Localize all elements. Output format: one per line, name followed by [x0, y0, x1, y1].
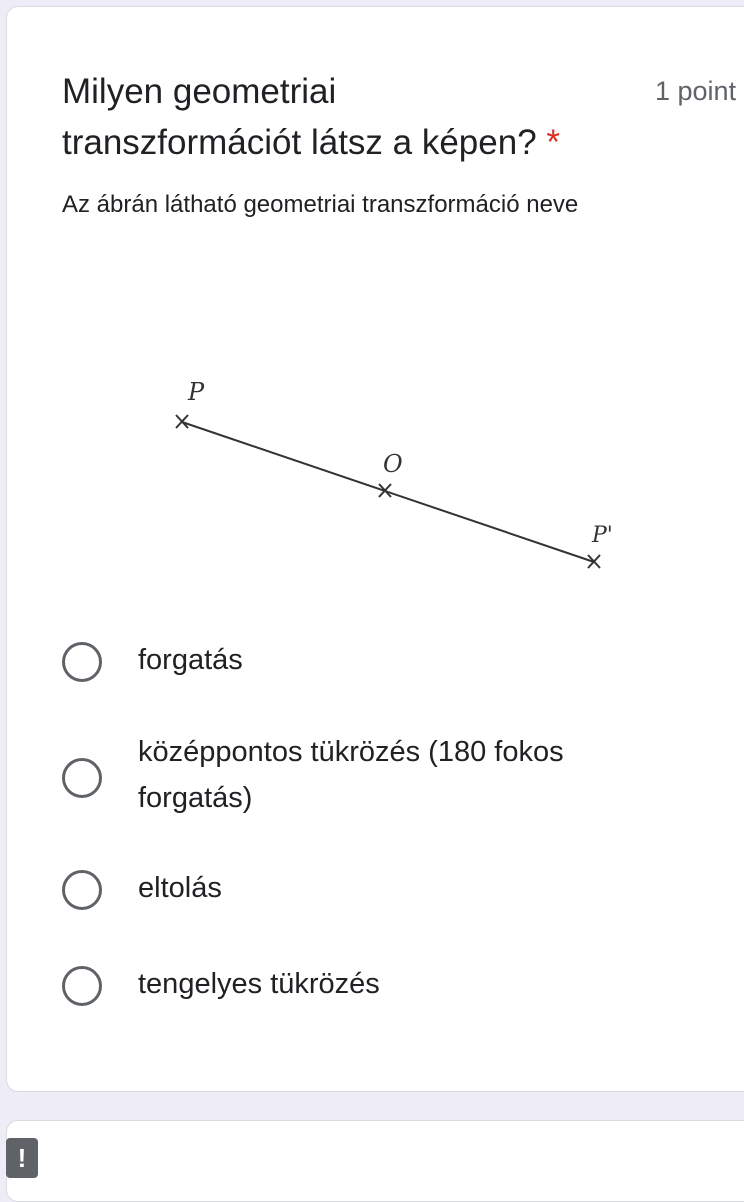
option-label: középpontos tükrözés (180 fokos forgatás) [138, 736, 564, 814]
alert-badge: ! [6, 1138, 38, 1178]
question-figure [150, 350, 650, 610]
option-tengelyes-tukrozes[interactable] [62, 966, 658, 1007]
required-asterisk: * [546, 123, 561, 162]
radio-button[interactable] [62, 966, 102, 1006]
option-forgatas[interactable] [62, 642, 658, 683]
reflection-diagram [150, 350, 650, 610]
point-label-p-prime: P' [592, 523, 613, 548]
points-label: 1 point [655, 76, 737, 106]
figure-background [150, 350, 650, 610]
question-description: Az ábrán látható geometriai transzformáció neve [62, 191, 579, 218]
option-label: eltolás [138, 872, 222, 904]
point-label-p: P [188, 378, 205, 406]
question-title-line-2 [62, 117, 622, 168]
option-kozeppontos-tukrozes[interactable] [62, 734, 658, 821]
radio-button[interactable] [62, 642, 102, 682]
radio-button[interactable] [62, 758, 102, 798]
next-question-card [6, 1120, 744, 1202]
question-title-line-2-text: transzformációt látsz a képen? [62, 123, 537, 162]
option-eltolas[interactable] [62, 870, 658, 911]
option-label: tengelyes tükrözés [138, 968, 380, 1000]
question-title [62, 66, 622, 168]
point-label-o: O [383, 450, 403, 478]
option-label: forgatás [138, 644, 243, 676]
radio-button[interactable] [62, 870, 102, 910]
question-title-line-1: Milyen geometriai [62, 72, 337, 111]
